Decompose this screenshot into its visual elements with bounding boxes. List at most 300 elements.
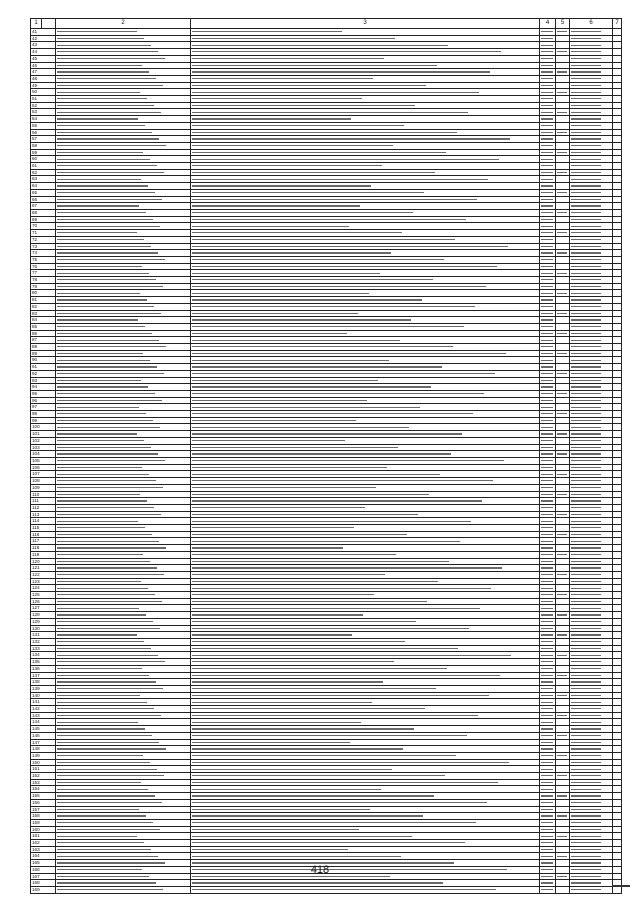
illegible-text xyxy=(571,735,601,736)
year-cell xyxy=(540,558,556,565)
table-row xyxy=(31,116,622,123)
illegible-text xyxy=(57,789,148,790)
year-cell xyxy=(540,511,556,518)
row-number: 67 xyxy=(31,203,56,210)
illegible-text xyxy=(571,708,601,709)
illegible-text xyxy=(192,561,449,562)
illegible-text xyxy=(571,353,601,354)
illegible-text xyxy=(57,366,157,367)
column-7-cell xyxy=(613,370,622,377)
column-7-cell xyxy=(613,122,622,129)
illegible-text xyxy=(571,588,601,589)
table-row xyxy=(31,189,622,196)
year-cell xyxy=(540,364,556,371)
column-7-cell xyxy=(613,538,622,545)
illegible-text xyxy=(541,460,553,461)
description-cell xyxy=(191,290,540,297)
illegible-text xyxy=(541,675,553,676)
row-number: 50 xyxy=(31,89,56,96)
row-number: 125 xyxy=(31,592,56,599)
address-cell xyxy=(56,545,191,552)
column-7-cell xyxy=(613,478,622,485)
illegible-text xyxy=(557,715,567,716)
row-number: 115 xyxy=(31,525,56,532)
illegible-text xyxy=(192,440,345,441)
range-cell xyxy=(570,250,613,257)
range-cell xyxy=(570,605,613,612)
table-row xyxy=(31,592,622,599)
column-7-cell xyxy=(613,236,622,243)
description-cell xyxy=(191,766,540,773)
illegible-text xyxy=(541,782,553,783)
column-7-cell xyxy=(613,169,622,176)
row-number: 92 xyxy=(31,370,56,377)
row-number: 164 xyxy=(31,853,56,860)
column-7-cell xyxy=(613,706,622,713)
table-row xyxy=(31,833,622,840)
address-cell xyxy=(56,163,191,170)
range-cell xyxy=(570,357,613,364)
illegible-text xyxy=(557,333,567,334)
row-number: 104 xyxy=(31,451,56,458)
table-row xyxy=(31,82,622,89)
column-7-cell xyxy=(613,223,622,230)
column-7-cell xyxy=(613,310,622,317)
description-cell xyxy=(191,337,540,344)
table-row xyxy=(31,625,622,632)
row-number: 55 xyxy=(31,122,56,129)
range-cell xyxy=(570,55,613,62)
illegible-text xyxy=(571,755,601,756)
illegible-text xyxy=(571,440,601,441)
description-cell xyxy=(191,806,540,813)
description-cell xyxy=(191,129,540,136)
column-7-cell xyxy=(613,685,622,692)
year2-cell xyxy=(556,317,570,324)
year-cell xyxy=(540,645,556,652)
illegible-text xyxy=(571,185,601,186)
address-cell xyxy=(56,518,191,525)
range-cell xyxy=(570,196,613,203)
year-cell xyxy=(540,384,556,391)
address-cell xyxy=(56,109,191,116)
address-cell xyxy=(56,270,191,277)
row-number: 133 xyxy=(31,645,56,652)
year-cell xyxy=(540,203,556,210)
illegible-text xyxy=(541,172,553,173)
range-cell xyxy=(570,692,613,699)
column-7-cell xyxy=(613,766,622,773)
address-cell xyxy=(56,397,191,404)
address-cell xyxy=(56,525,191,532)
column-7-cell xyxy=(613,752,622,759)
illegible-text xyxy=(192,393,484,394)
year2-cell xyxy=(556,310,570,317)
year2-cell xyxy=(556,344,570,351)
illegible-text xyxy=(57,152,143,153)
illegible-text xyxy=(571,420,601,421)
description-cell xyxy=(191,685,540,692)
row-number: 131 xyxy=(31,632,56,639)
description-cell xyxy=(191,498,540,505)
column-7-cell xyxy=(613,638,622,645)
illegible-text xyxy=(57,762,150,763)
table-row xyxy=(31,230,622,237)
year2-cell xyxy=(556,592,570,599)
illegible-text xyxy=(57,661,165,662)
year2-cell xyxy=(556,236,570,243)
illegible-text xyxy=(192,782,498,783)
range-cell xyxy=(570,89,613,96)
column-7-cell xyxy=(613,411,622,418)
year-cell xyxy=(540,357,556,364)
row-number: 127 xyxy=(31,605,56,612)
table-row xyxy=(31,632,622,639)
row-number: 129 xyxy=(31,618,56,625)
column-7-cell xyxy=(613,786,622,793)
column-7-cell xyxy=(613,806,622,813)
address-cell xyxy=(56,779,191,786)
table-row xyxy=(31,390,622,397)
description-cell xyxy=(191,752,540,759)
range-cell xyxy=(570,277,613,284)
table-row xyxy=(31,598,622,605)
illegible-text xyxy=(57,634,137,635)
year2-cell xyxy=(556,189,570,196)
row-number: 53 xyxy=(31,109,56,116)
column-7-cell xyxy=(613,699,622,706)
table-row xyxy=(31,605,622,612)
year-cell xyxy=(540,786,556,793)
illegible-text xyxy=(192,159,499,160)
year2-cell xyxy=(556,290,570,297)
table-row xyxy=(31,665,622,672)
illegible-text xyxy=(57,581,141,582)
illegible-text xyxy=(541,822,553,823)
illegible-text xyxy=(571,574,601,575)
row-number: 79 xyxy=(31,283,56,290)
column-7-cell xyxy=(613,853,622,860)
description-cell xyxy=(191,846,540,853)
year2-cell xyxy=(556,840,570,847)
illegible-text xyxy=(541,125,553,126)
description-cell xyxy=(191,256,540,263)
illegible-text xyxy=(541,319,553,320)
illegible-text xyxy=(557,433,567,434)
description-cell xyxy=(191,223,540,230)
illegible-text xyxy=(541,474,553,475)
column-7-cell xyxy=(613,243,622,250)
illegible-text xyxy=(557,172,567,173)
illegible-text xyxy=(57,259,165,260)
description-cell xyxy=(191,89,540,96)
description-cell xyxy=(191,779,540,786)
column-7-cell xyxy=(613,578,622,585)
illegible-text xyxy=(57,400,162,401)
illegible-text xyxy=(192,668,447,669)
row-number: 58 xyxy=(31,142,56,149)
row-number: 78 xyxy=(31,277,56,284)
illegible-text xyxy=(57,849,151,850)
illegible-text xyxy=(541,467,553,468)
column-7-cell xyxy=(613,424,622,431)
table-row xyxy=(31,176,622,183)
illegible-text xyxy=(541,836,553,837)
address-cell xyxy=(56,223,191,230)
year-cell xyxy=(540,819,556,826)
year-cell xyxy=(540,605,556,612)
year2-cell xyxy=(556,598,570,605)
column-7-cell xyxy=(613,129,622,136)
column-7-cell xyxy=(613,712,622,719)
illegible-text xyxy=(571,782,601,783)
register-table xyxy=(30,18,622,894)
row-number: 95 xyxy=(31,390,56,397)
address-cell xyxy=(56,250,191,257)
row-number: 153 xyxy=(31,779,56,786)
year2-cell xyxy=(556,887,570,894)
row-number: 106 xyxy=(31,464,56,471)
address-cell xyxy=(56,719,191,726)
year2-cell xyxy=(556,625,570,632)
description-cell xyxy=(191,504,540,511)
table-row xyxy=(31,525,622,532)
illegible-text xyxy=(541,789,553,790)
illegible-text xyxy=(571,507,601,508)
address-cell xyxy=(56,706,191,713)
row-number: 57 xyxy=(31,136,56,143)
address-cell xyxy=(56,699,191,706)
illegible-text xyxy=(571,668,601,669)
illegible-text xyxy=(557,212,567,213)
row-number: 91 xyxy=(31,364,56,371)
column-7-cell xyxy=(613,813,622,820)
illegible-text xyxy=(571,447,601,448)
address-cell xyxy=(56,618,191,625)
description-cell xyxy=(191,350,540,357)
row-number: 89 xyxy=(31,350,56,357)
table-row xyxy=(31,370,622,377)
year-cell xyxy=(540,813,556,820)
range-cell xyxy=(570,525,613,532)
year2-cell xyxy=(556,337,570,344)
address-cell xyxy=(56,853,191,860)
illegible-text xyxy=(541,715,553,716)
illegible-text xyxy=(571,145,601,146)
year2-cell xyxy=(556,62,570,69)
address-cell xyxy=(56,732,191,739)
address-cell xyxy=(56,290,191,297)
range-cell xyxy=(570,370,613,377)
row-number: 107 xyxy=(31,471,56,478)
year-cell xyxy=(540,297,556,304)
table-row xyxy=(31,424,622,431)
illegible-text xyxy=(557,393,567,394)
illegible-text xyxy=(571,78,601,79)
year-cell xyxy=(540,236,556,243)
range-cell xyxy=(570,846,613,853)
illegible-text xyxy=(57,252,158,253)
year-cell xyxy=(540,578,556,585)
address-cell xyxy=(56,350,191,357)
range-cell xyxy=(570,397,613,404)
illegible-text xyxy=(57,393,155,394)
column-7-cell xyxy=(613,102,622,109)
description-cell xyxy=(191,196,540,203)
year2-cell xyxy=(556,726,570,733)
illegible-text xyxy=(541,299,553,300)
table-row xyxy=(31,42,622,49)
illegible-text xyxy=(571,413,601,414)
illegible-text xyxy=(192,728,414,729)
illegible-text xyxy=(57,648,151,649)
illegible-text xyxy=(571,815,601,816)
year2-cell xyxy=(556,230,570,237)
row-number: 70 xyxy=(31,223,56,230)
year2-cell xyxy=(556,826,570,833)
address-cell xyxy=(56,230,191,237)
illegible-text xyxy=(57,340,159,341)
column-7-cell xyxy=(613,458,622,465)
address-cell xyxy=(56,183,191,190)
illegible-text xyxy=(192,453,451,454)
column-7-cell xyxy=(613,250,622,257)
illegible-text xyxy=(571,661,601,662)
illegible-text xyxy=(192,125,404,126)
illegible-text xyxy=(192,333,347,334)
range-cell xyxy=(570,491,613,498)
description-cell xyxy=(191,236,540,243)
illegible-text xyxy=(571,199,601,200)
range-cell xyxy=(570,672,613,679)
year-cell xyxy=(540,431,556,438)
year2-cell xyxy=(556,618,570,625)
address-cell xyxy=(56,531,191,538)
year2-cell xyxy=(556,478,570,485)
column-7-cell xyxy=(613,565,622,572)
description-cell xyxy=(191,163,540,170)
address-cell xyxy=(56,256,191,263)
description-cell xyxy=(191,283,540,290)
year-cell xyxy=(540,592,556,599)
range-cell xyxy=(570,270,613,277)
address-cell xyxy=(56,357,191,364)
year-cell xyxy=(540,525,556,532)
illegible-text xyxy=(571,655,601,656)
illegible-text xyxy=(57,487,163,488)
illegible-text xyxy=(192,889,496,890)
table-row xyxy=(31,437,622,444)
illegible-text xyxy=(571,889,601,890)
address-cell xyxy=(56,364,191,371)
row-number: 138 xyxy=(31,679,56,686)
year2-cell xyxy=(556,719,570,726)
illegible-text xyxy=(541,728,553,729)
range-cell xyxy=(570,377,613,384)
row-number: 117 xyxy=(31,538,56,545)
illegible-text xyxy=(571,386,601,387)
table-row xyxy=(31,303,622,310)
year2-cell xyxy=(556,759,570,766)
address-cell xyxy=(56,89,191,96)
range-cell xyxy=(570,504,613,511)
column-7-cell xyxy=(613,652,622,659)
description-cell xyxy=(191,310,540,317)
illegible-text xyxy=(192,165,382,166)
illegible-text xyxy=(192,199,477,200)
table-row xyxy=(31,142,622,149)
range-cell xyxy=(570,122,613,129)
illegible-text xyxy=(57,809,139,810)
range-cell xyxy=(570,42,613,49)
description-cell xyxy=(191,49,540,56)
illegible-text xyxy=(57,842,144,843)
row-number: 137 xyxy=(31,672,56,679)
row-number: 161 xyxy=(31,833,56,840)
address-cell xyxy=(56,471,191,478)
year2-cell xyxy=(556,377,570,384)
illegible-text xyxy=(541,92,553,93)
table-row xyxy=(31,799,622,806)
year2-cell xyxy=(556,243,570,250)
column-7-cell xyxy=(613,779,622,786)
year-cell xyxy=(540,444,556,451)
illegible-text xyxy=(541,809,553,810)
range-cell xyxy=(570,102,613,109)
column-7-cell xyxy=(613,203,622,210)
row-number: 98 xyxy=(31,411,56,418)
year2-cell xyxy=(556,612,570,619)
year-cell xyxy=(540,726,556,733)
illegible-text xyxy=(571,487,601,488)
column-7-cell xyxy=(613,116,622,123)
column-7-cell xyxy=(613,726,622,733)
description-cell xyxy=(191,759,540,766)
range-cell xyxy=(570,236,613,243)
description-cell xyxy=(191,799,540,806)
range-cell xyxy=(570,169,613,176)
illegible-text xyxy=(557,514,567,515)
description-cell xyxy=(191,444,540,451)
illegible-text xyxy=(571,882,601,883)
year2-cell xyxy=(556,498,570,505)
table-row xyxy=(31,250,622,257)
illegible-text xyxy=(541,65,553,66)
table-row xyxy=(31,545,622,552)
range-cell xyxy=(570,853,613,860)
year2-cell xyxy=(556,303,570,310)
illegible-text xyxy=(192,273,380,274)
address-cell xyxy=(56,598,191,605)
illegible-text xyxy=(57,728,145,729)
description-cell xyxy=(191,826,540,833)
table-row xyxy=(31,752,622,759)
address-cell xyxy=(56,377,191,384)
year-cell xyxy=(540,692,556,699)
address-cell xyxy=(56,129,191,136)
range-cell xyxy=(570,129,613,136)
description-cell xyxy=(191,176,540,183)
year2-cell xyxy=(556,397,570,404)
range-cell xyxy=(570,638,613,645)
illegible-text xyxy=(57,165,157,166)
illegible-text xyxy=(571,809,601,810)
row-number: 90 xyxy=(31,357,56,364)
row-number: 101 xyxy=(31,431,56,438)
address-cell xyxy=(56,55,191,62)
table-row xyxy=(31,478,622,485)
table-row xyxy=(31,685,622,692)
